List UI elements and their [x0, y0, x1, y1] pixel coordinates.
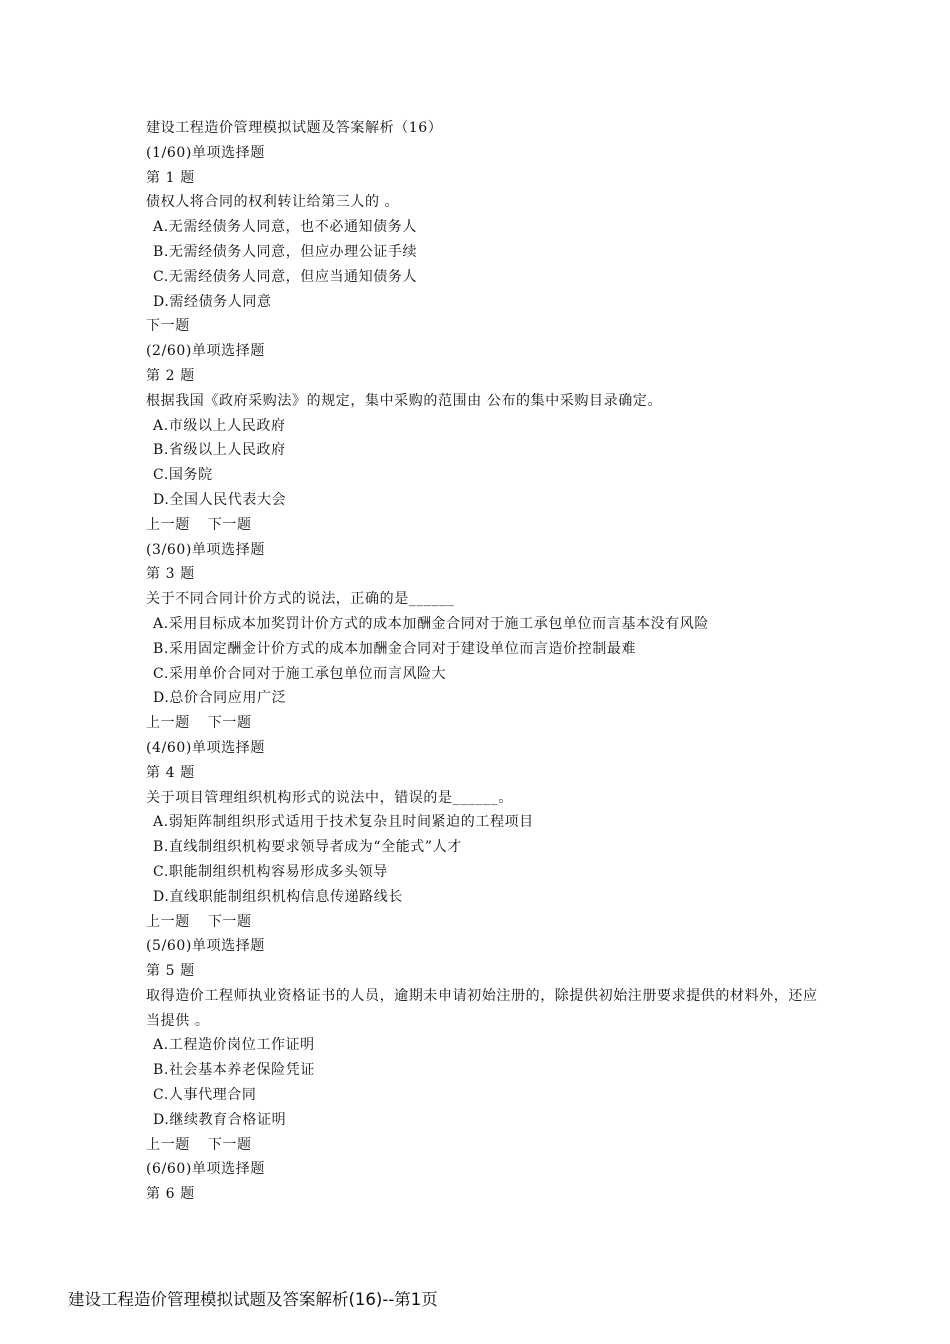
- question-number: 第 1 题: [146, 169, 195, 186]
- question-nav: [146, 1133, 826, 1158]
- option-b: B.采用固定酬金计价方式的成本加酬金合同对于建设单位而言造价控制最难: [153, 640, 637, 657]
- option-d: D.继续教育合格证明: [153, 1111, 287, 1128]
- option-c: C.国务院: [153, 467, 213, 484]
- document-body: [146, 116, 826, 1207]
- next-question-link[interactable]: 下一题: [146, 318, 190, 335]
- question-section: (3/60)单项选择题: [146, 541, 265, 558]
- question-stem: 根据我国《政府采购法》的规定，集中采购的范围由 公布的集中采购目录确定。: [146, 392, 663, 409]
- question-nav: [146, 314, 826, 339]
- prev-question-link[interactable]: 上一题: [146, 715, 190, 732]
- option-c: C.人事代理合同: [153, 1087, 257, 1104]
- question-nav: [146, 513, 826, 538]
- question-stem: 债权人将合同的权利转让给第三人的 。: [146, 194, 400, 211]
- question-stem: 取得造价工程师执业资格证书的人员，逾期未申请初始注册的，除提供初始注册要求提供的材料外，还应当提供 。: [146, 987, 818, 1029]
- option-b: B.社会基本养老保险凭证: [153, 1062, 315, 1079]
- question-nav: [146, 910, 826, 935]
- question-stem: 关于不同合同计价方式的说法，正确的是______: [146, 591, 455, 608]
- option-a: A.无需经债务人同意，也不必通知债务人: [153, 219, 417, 236]
- next-question-link[interactable]: 下一题: [207, 516, 252, 533]
- option-a: A.采用目标成本加奖罚计价方式的成本加酬金合同对于施工承包单位而言基本没有风险: [153, 615, 709, 632]
- question-section: (5/60)单项选择题: [146, 938, 265, 955]
- question-number: 第 4 题: [146, 764, 195, 781]
- prev-question-link[interactable]: 上一题: [146, 516, 190, 533]
- option-a: A.市级以上人民政府: [153, 417, 286, 434]
- question-section: (4/60)单项选择题: [146, 739, 265, 756]
- option-b: B.直线制组织机构要求领导者成为“全能式”人才: [153, 839, 462, 856]
- option-b: B.无需经债务人同意，但应办理公证手续: [153, 243, 418, 260]
- question-section: (1/60)单项选择题: [146, 144, 265, 161]
- option-d: D.直线职能制组织机构信息传递路线长: [153, 888, 403, 905]
- option-b: B.省级以上人民政府: [153, 442, 286, 459]
- document-title: 建设工程造价管理模拟试题及答案解析（16）: [146, 120, 443, 136]
- prev-question-link[interactable]: 上一题: [146, 913, 190, 930]
- next-question-link[interactable]: 下一题: [207, 715, 252, 732]
- question-nav: [146, 711, 826, 736]
- option-d: D.总价合同应用广泛: [153, 690, 287, 707]
- question-number: 第 6 题: [146, 1186, 195, 1203]
- question-section: (2/60)单项选择题: [146, 343, 265, 360]
- prev-question-link[interactable]: 上一题: [146, 1136, 190, 1153]
- next-question-link[interactable]: 下一题: [207, 913, 252, 930]
- option-d: D.需经债务人同意: [153, 293, 272, 310]
- question-number: 第 3 题: [146, 566, 195, 583]
- option-a: A.工程造价岗位工作证明: [153, 1037, 315, 1054]
- question-stem: 关于项目管理组织机构形式的说法中，错误的是______。: [146, 789, 513, 806]
- option-c: C.职能制组织机构容易形成多头领导: [153, 863, 388, 880]
- question-section: (6/60)单项选择题: [146, 1161, 265, 1178]
- option-c: C.采用单价合同对于施工承包单位而言风险大: [153, 665, 447, 682]
- question-number: 第 5 题: [146, 963, 195, 980]
- option-c: C.无需经债务人同意，但应当通知债务人: [153, 268, 418, 285]
- next-question-link[interactable]: 下一题: [207, 1136, 252, 1153]
- page-footer: 建设工程造价管理模拟试题及答案解析(16)--第1页: [68, 1290, 438, 1309]
- option-d: D.全国人民代表大会: [153, 491, 287, 508]
- question-number: 第 2 题: [146, 367, 195, 384]
- option-a: A.弱矩阵制组织形式适用于技术复杂且时间紧迫的工程项目: [153, 814, 534, 831]
